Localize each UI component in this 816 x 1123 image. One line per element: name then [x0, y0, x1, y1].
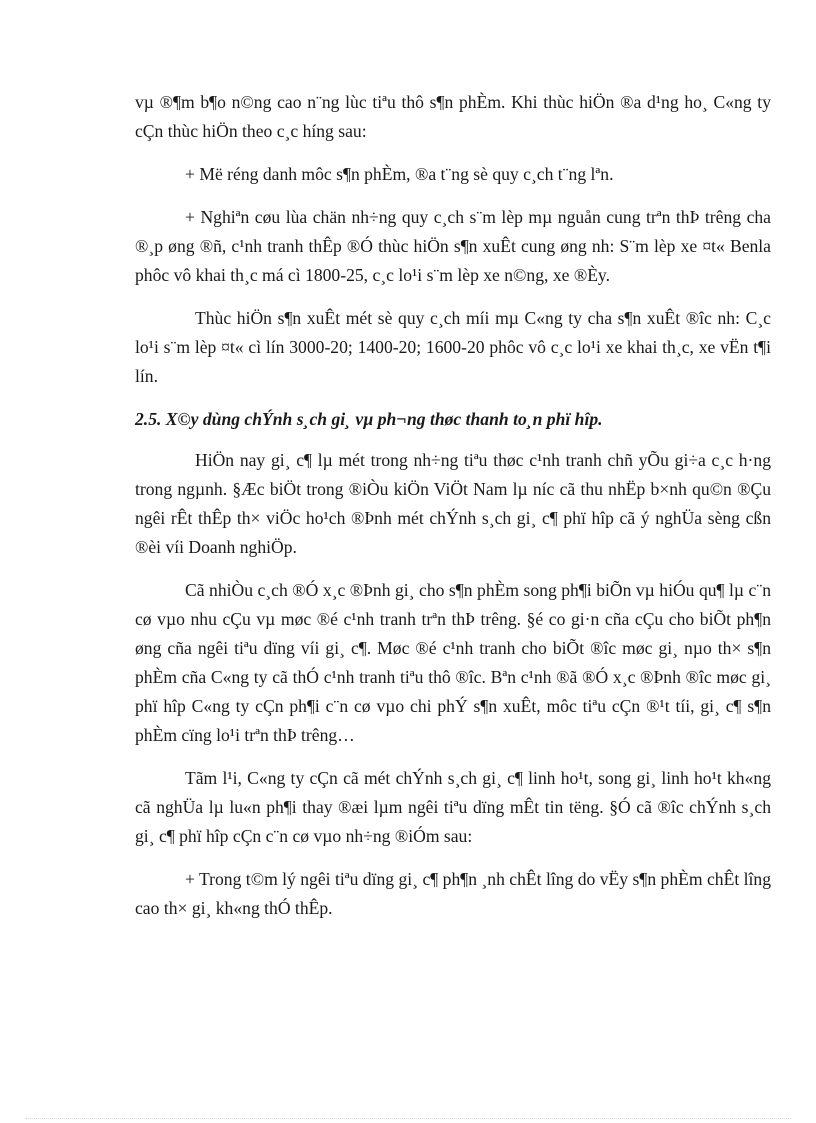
paragraph-price-competition: HiÖn nay gi¸ c¶ lµ mét trong nh÷ng tiªu thøc c¹nh tranh chñ yÕu gi÷a c¸c h·ng trong ngµnh. §Æc biÖt trong ®iÒu kiÖn ViÖt Nam lµ níc cã thu nhËp b×nh qu©n ®Çu ngêi rÊt thÊp th× viÖc ho¹ch ®Þnh mét chÝnh s¸ch gi¸ c¶ phï hîp cã ý nghÜa sèng cßn ®èi víi Doanh nghiÖp. [135, 450, 771, 557]
paragraph-new-specs: Thùc hiÖn s¶n xuÊt mét sè quy c¸ch míi mµ C«ng ty cha s¶n xuÊt ®îc nh: C¸c lo¹i s¨m lèp ¤t« cì lín 3000-20; 1400-20; 1600-20 phôc vô c¸c lo¹i xe khai th¸c, xe vËn t¶i lín. [135, 308, 771, 386]
bullet-consumer-psychology: + Trong t©m lý ngêi tiªu dïng gi¸ c¶ ph¶n ¸nh chÊt lîng do vËy s¶n phÈm chÊt lîng cao th× gi¸ kh«ng thÓ thÊp. [135, 869, 771, 918]
page-bottom-divider [25, 1118, 791, 1119]
bullet-research-specs: + Nghiªn cøu lùa chän nh÷ng quy c¸ch s¨m lèp mµ nguån cung trªn thÞ trêng cha ®¸p øng ®ñ, c¹nh tranh thÊp ®Ó thùc hiÖn s¶n xuÊt cung øng nh: S¨m lèp xe ¤t« Benla phôc vô khai th¸c má cì 1800-25, c¸c lo¹i s¨m lèp xe n©ng, xe ®Èy. [135, 207, 771, 285]
bullet-expand-catalog: + Më réng danh môc s¶n phÈm, ®a t¨ng sè quy c¸ch t¨ng lªn. [185, 164, 614, 184]
document-body [135, 88, 771, 937]
paragraph-summary: Tãm l¹i, C«ng ty cÇn cã mét chÝnh s¸ch gi¸ c¶ linh ho¹t, song gi¸ linh ho¹t kh«ng cã nghÜa lµ lu«n ph¶i thay ®æi lµm ngêi tiªu dïng mÊt tin tëng. §Ó cã ®îc chÝnh s¸ch gi¸ c¶ phï hîp cÇn c¨n cø vµo nh÷ng ®iÓm sau: [135, 768, 771, 846]
paragraph-price-methods: Cã nhiÒu c¸ch ®Ó x¸c ®Þnh gi¸ cho s¶n phÈm song ph¶i biÕn vµ hiÓu qu¶ lµ c¨n cø vµo nhu cÇu vµ møc ®é c¹nh tranh trªn thÞ trêng. §é co gi·n cña cÇu cho biÕt ph¶n øng cña ngêi tiªu dïng víi gi¸ c¶. Møc ®é c¹nh tranh cho biÕt ®îc møc gi¸ nµo th× s¶n phÈm cña C«ng ty cã thÓ c¹nh tranh tiªu thô ®îc. Bªn c¹nh ®ã ®Ó x¸c ®Þnh ®îc møc gi¸ phï hîp C«ng ty cÇn ph¶i c¨n cø vµo chi phÝ s¶n xuÊt, môc tiªu cÇn ®¹t tíi, gi¸ c¶ s¶n phÈm cïng lo¹i trªn thÞ trêng… [135, 580, 771, 745]
paragraph-intro: vµ ®¶m b¶o n©ng cao n¨ng lùc tiªu thô s¶n phÈm. Khi thùc hiÖn ®a d¹ng ho¸ C«ng ty cÇn thùc hiÖn theo c¸c híng sau: [135, 92, 771, 141]
section-heading: 2.5. X©y dùng chÝnh s¸ch gi¸ vµ ph¬ng thøc thanh to¸n phï hîp. [135, 409, 603, 429]
